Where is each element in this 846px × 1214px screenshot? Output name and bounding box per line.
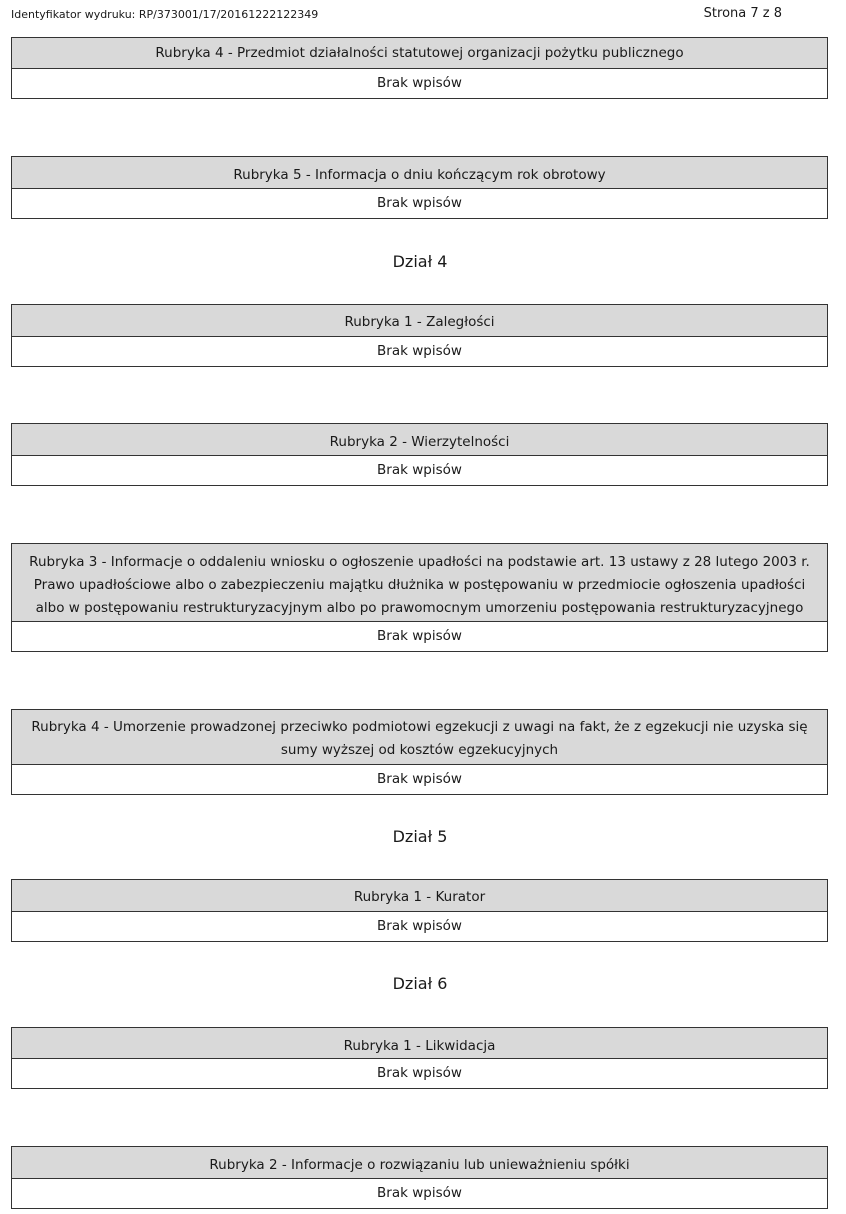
dzial-4-heading: Dział 4 <box>392 252 448 271</box>
section-title-text: Rubryka 2 - Wierzytelności <box>329 434 510 450</box>
print-identifier: Identyfikator wydruku: RP/373001/17/20161222122349 <box>11 8 319 21</box>
section-empty-value: Brak wpisów <box>377 918 462 934</box>
section-title-text: Rubryka 4 - Umorzenie prowadzonej przeciwko podmiotowi egzekucji z uwagi na fakt, że z egzekucji nie uzyska się sumy wyższej od kosztów egzekucyjnych <box>31 719 808 758</box>
section-title <box>12 544 827 622</box>
section-title-text: Rubryka 2 - Informacje o rozwiązaniu lub unieważnieniu spółki <box>209 1157 630 1173</box>
page-number: Strona 7 z 8 <box>703 6 782 21</box>
section-title-text: Rubryka 1 - Likwidacja <box>343 1037 496 1054</box>
section-title <box>12 1028 827 1059</box>
section-title-text: Rubryka 1 - Kurator <box>353 889 486 905</box>
section-title-text: Rubryka 1 - Zaległości <box>344 314 495 330</box>
section-rubryka-3-bankruptcy-info <box>11 543 828 652</box>
section-rubryka-1-curator <box>11 879 828 942</box>
dzial-5-heading: Dział 5 <box>392 827 448 846</box>
section-title <box>12 1147 827 1179</box>
section-empty-value: Brak wpisów <box>377 1185 462 1201</box>
section-title-text: Rubryka 3 - Informacje o oddaleniu wniosku o ogłoszenie upadłości na podstawie art. 13 ustawy z 28 lutego 2003 r. Prawo upadłościowe albo o zabezpieczeniu majątku dłużnika w postępowaniu w przedmiocie ogłoszenia upadłości albo w postępowaniu restrukturyzacyjnym albo po prawomocnym umorzeniu postępowania restrukturyzacyjnego <box>29 554 810 616</box>
section-rubryka-4-statutory-activity <box>11 37 828 99</box>
section-empty-value: Brak wpisów <box>377 1065 462 1081</box>
section-title-text: Rubryka 5 - Informacja o dniu kończącym rok obrotowy <box>233 167 606 183</box>
section-empty-value: Brak wpisów <box>377 343 462 359</box>
section-title <box>12 157 827 189</box>
section-title <box>12 424 827 456</box>
section-empty-value: Brak wpisów <box>377 628 462 644</box>
section-rubryka-2-receivables <box>11 423 828 486</box>
section-rubryka-1-liquidation <box>11 1027 828 1089</box>
section-title-text: Rubryka 4 - Przedmiot działalności statutowej organizacji pożytku publicznego <box>155 44 684 61</box>
section-rubryka-1-arrears <box>11 304 828 367</box>
section-empty-value: Brak wpisów <box>377 462 462 478</box>
section-title <box>12 38 827 69</box>
section-title <box>12 880 827 912</box>
dzial-6-heading: Dział 6 <box>392 974 448 993</box>
section-empty-value: Brak wpisów <box>377 75 462 91</box>
section-rubryka-4-enforcement-discontinued <box>11 709 828 795</box>
section-empty-value: Brak wpisów <box>377 195 462 211</box>
section-rubryka-5-fiscal-year <box>11 156 828 219</box>
section-rubryka-2-dissolution <box>11 1146 828 1209</box>
section-title <box>12 305 827 337</box>
section-empty-value: Brak wpisów <box>377 771 462 787</box>
section-title <box>12 710 827 765</box>
